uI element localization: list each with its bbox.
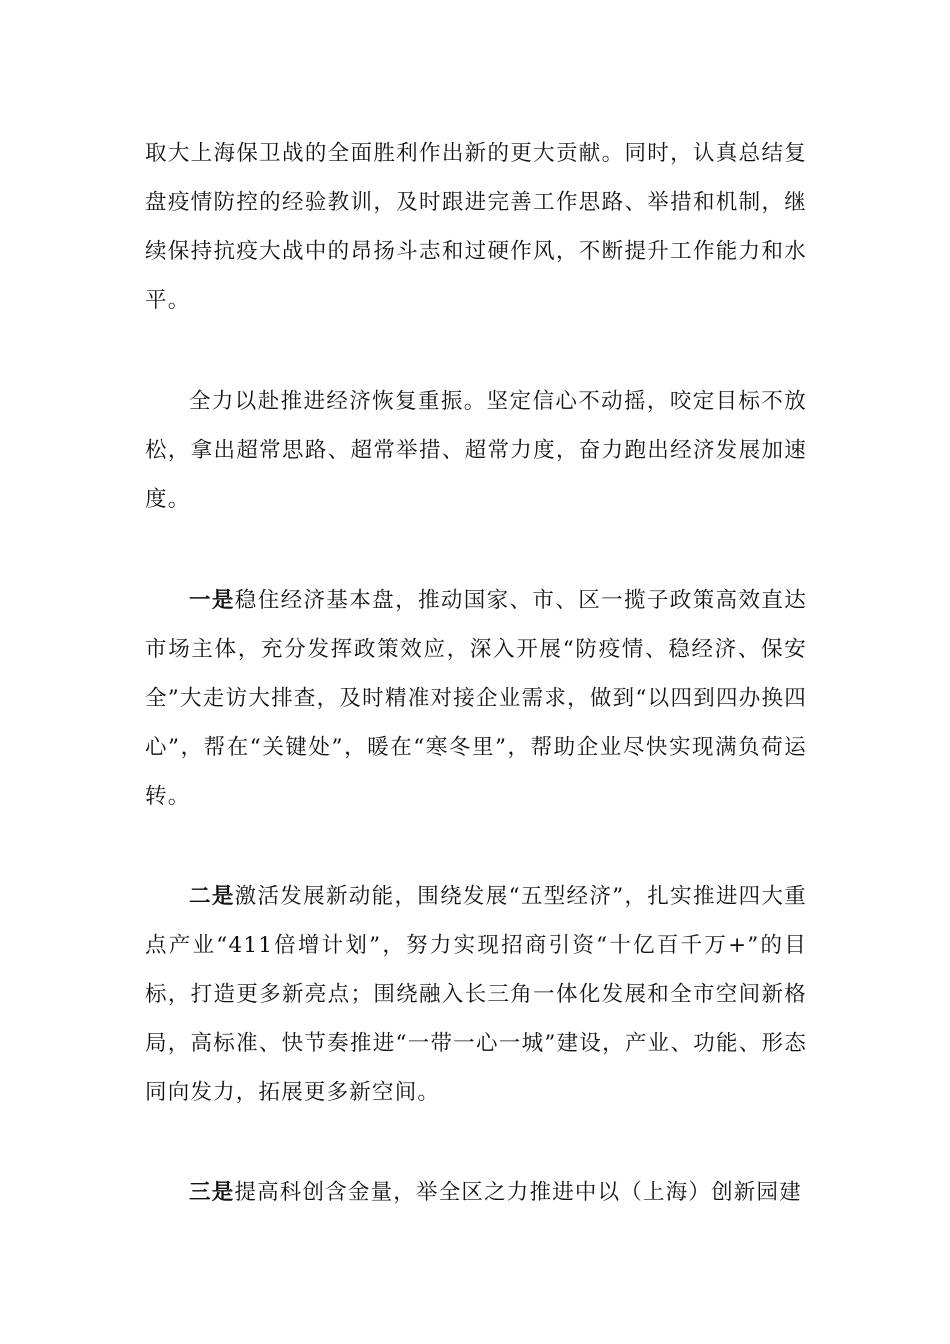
paragraph-text: 取大上海保卫战的全面胜利作出新的更大贡献。同时，认真总结复盘疫情防控的经验教训，及时跟进完善工作思路、举措和机制，继续保持抗疫大战中的昂扬斗志和过硬作风，不断提升工作能力和水平。 (145, 141, 807, 313)
paragraph-lead: 一是 (189, 588, 235, 613)
paragraph-lead: 三是 (189, 1180, 235, 1205)
paragraph-text: 全力以赴推进经济恢复重振。坚定信心不动摇，咬定目标不放松，拿出超常思路、超常举措、超常力度，奋力跑出经济发展加速度。 (145, 389, 807, 512)
paragraph-lead: 二是 (189, 884, 235, 909)
paragraph-continuation (145, 129, 807, 325)
paragraph-point-three (145, 1168, 807, 1217)
paragraph-text: 稳住经济基本盘，推动国家、市、区一揽子政策高效直达市场主体，充分发挥政策效应，深入开展“防疫情、稳经济、保安全”大走访大排查，及时精准对接企业需求，做到“以四到四办换四心”，帮在“关键处”，暖在“寒冬里”，帮助企业尽快实现满负荷运转。 (145, 588, 807, 809)
paragraph-economy-recovery (145, 377, 807, 524)
paragraph-text: 提高科创含金量，举全区之力推进中以（上海）创新园建 (234, 1180, 802, 1205)
paragraph-text: 激活发展新动能，围绕发展“五型经济”，扎实推进四大重点产业“411倍增计划”，努力实现招商引资“十亿百千万+”的目标，打造更多新亮点；围绕融入长三角一体化发展和全市空间新格局，高标准、快节奏推进“一带一心一城”建设，产业、功能、形态同向发力，拓展更多新空间。 (145, 884, 807, 1105)
paragraph-point-one (145, 576, 807, 821)
paragraph-point-two (145, 872, 807, 1117)
